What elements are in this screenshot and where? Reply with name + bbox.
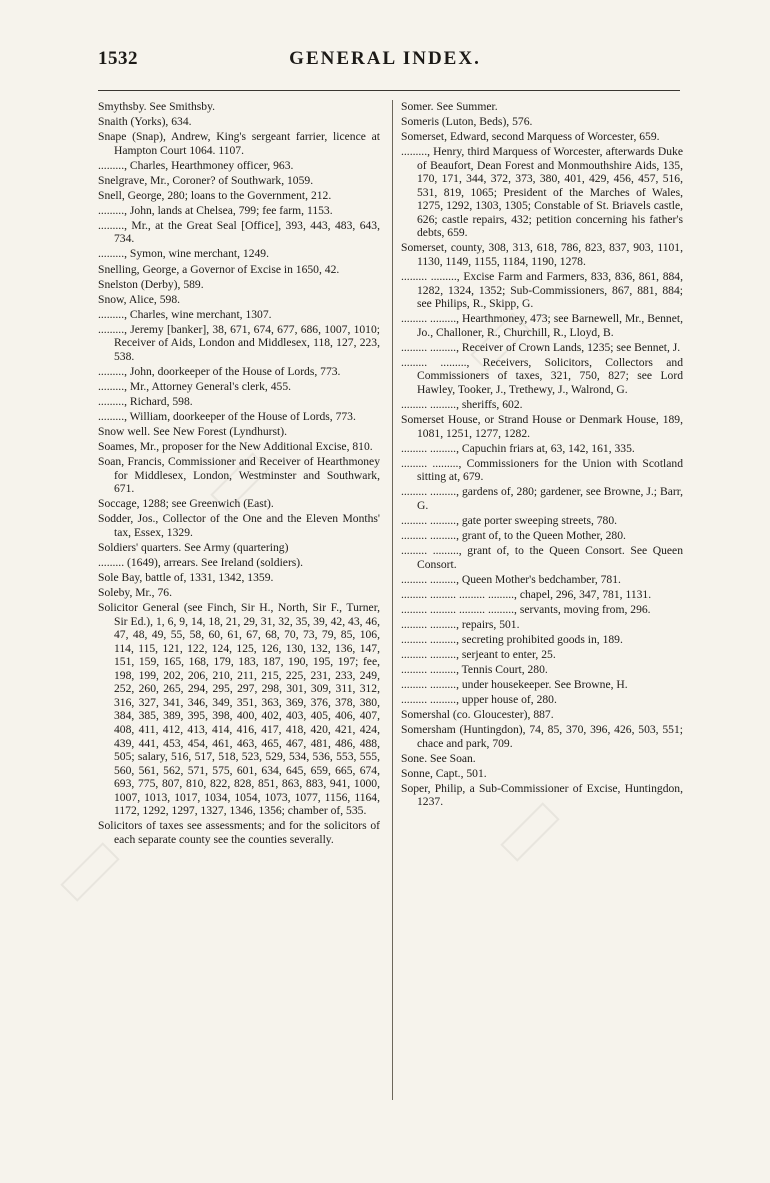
index-entry: Solicitor General (see Finch, Sir H., North, Sir F., Turner, Sir Ed.), 1, 6, 9, 14, 18, 21, 29, 31, 32, 35, 39, 42, 43, 46, 47, 48, 49, 55, 58, 60, 61, 67, 68, 70, 73, 79, 85, 106, 114, 115, 121, 122, 124, 125, 126, 130, 132, 136, 147, 151, 159, 165, 168, 179, 183, 187, 190, 195, 197; fee, 198, 199, 202, 206, 210, 211, 215, 225, 231, 233, 249, 252, 260, 265, 294, 295, 297, 298, 301, 309, 311, 312, 316, 327, 341, 346, 349, 351, 363, 369, 376, 378, 380, 384, 385, 389, 395, 398, 400, 402, 403, 405, 406, 407, 408, 411, 412, 413, 414, 416, 417, 418, 420, 421, 424, 439, 441, 453, 454, 461, 463, 465, 467, 481, 486, 488, 505; salary, 516, 517, 518, 523, 529, 534, 536, 553, 555, 560, 561, 562, 571, 575, 601, 634, 645, 659, 665, 674, 693, 775, 807, 810, 822, 828, 851, 863, 883, 941, 1000, 1007, 1013, 1017, 1034, 1054, 1073, 1077, 1156, 1164, 1172, 1292, 1297, 1327, 1346, 1356; chamber of, 535. — [98, 601, 380, 818]
index-entry: Snow, Alice, 598. — [98, 292, 181, 306]
index-entry: ........., Charles, wine merchant, 1307. — [98, 307, 272, 321]
index-entry: ......... ........., repairs, 501. — [401, 617, 520, 631]
index-entry: Snelgrave, Mr., Coroner? of Southwark, 1059. — [98, 173, 314, 187]
index-entry: ......... ........., Queen Mother's bedchamber, 781. — [401, 572, 621, 586]
index-entry: ......... ........., under housekeeper. See Browne, H. — [401, 677, 628, 691]
index-entry: ......... ......... ......... ........., servants, moving from, 296. — [401, 602, 651, 616]
index-entry: Sole Bay, battle of, 1331, 1342, 1359. — [98, 571, 274, 584]
index-entry: Soleby, Mr., 76. — [98, 586, 172, 600]
index-entry: ........., Symon, wine merchant, 1249. — [98, 247, 269, 261]
index-entry: ........., John, lands at Chelsea, 799; fee farm, 1153. — [98, 203, 333, 217]
index-entry: Somerset, county, 308, 313, 618, 786, 823, 837, 903, 1101, 1130, 1149, 1155, 1184, 1190, 1278. — [401, 241, 683, 269]
running-title: GENERAL INDEX. — [289, 48, 481, 69]
index-entry: ......... (1649), arrears. See Ireland (soldiers). — [98, 555, 304, 569]
index-entry: ......... ........., gardens of, 280; gardener, see Browne, J.; Barr, G. — [401, 485, 683, 512]
index-entry: ........., Richard, 598. — [98, 394, 193, 408]
index-entry: Someris (Luton, Beds), 576. — [401, 115, 533, 129]
index-entry: ......... ........., sheriffs, 602. — [401, 397, 523, 411]
index-entry: Somerset, Edward, second Marquess of Worcester, 659. — [401, 130, 660, 144]
index-entry: Somersham (Huntingdon), 74, 85, 370, 396, 426, 503, 551; chace and park, 709. — [401, 723, 683, 750]
right-column — [401, 100, 683, 810]
index-entry: ........., Mr., at the Great Seal [Office], 393, 443, 483, 643, 734. — [98, 218, 380, 246]
page-header — [0, 48, 770, 76]
index-entry: Snell, George, 280; loans to the Government, 212. — [98, 188, 332, 202]
index-entry: ......... ........., Capuchin friars at, 63, 142, 161, 335. — [401, 441, 635, 455]
index-entry: ......... ........., Receiver of Crown Lands, 1235; see Bennet, J. — [401, 340, 681, 354]
index-entry: ......... ........., Commissioners for the Union with Scotland sitting at, 679. — [401, 456, 683, 484]
index-entry: Soames, Mr., proposer for the New Additional Excise, 810. — [98, 440, 373, 454]
index-entry: Soccage, 1288; see Greenwich (East). — [98, 497, 274, 511]
index-entry: ......... ........., Hearthmoney, 473; see Barnewell, Mr., Bennet, Jo., Challoner, R., Churchill, R., Lloyd, B. — [401, 312, 683, 339]
index-entry: Snaith (Yorks), 634. — [98, 115, 192, 129]
index-entry: ......... ........., Receivers, Solicitors, Collectors and Commissioners of taxes, 321, 750, 827; see Lord Hawley, Tooker, J., Trethewy, J., Walrond, G. — [401, 355, 683, 396]
index-entry: Snape (Snap), Andrew, King's sergeant farrier, licence at Hampton Court 1064. 1107. — [98, 130, 380, 157]
index-entry: ......... ........., serjeant to enter, 25. — [401, 647, 556, 661]
index-entry: Soldiers' quarters. See Army (quartering) — [98, 540, 289, 554]
index-entry: Somer. See Summer. — [401, 100, 498, 113]
index-entry: Soan, Francis, Commissioner and Receiver of Hearthmoney for Middlesex, London, Westminster and Southwark, 671. — [98, 455, 380, 496]
index-entry: Sone. See Soan. — [401, 751, 476, 765]
index-entry: ......... ........., upper house of, 280. — [401, 692, 557, 706]
index-entry: Somerset House, or Strand House or Denmark House, 189, 1081, 1251, 1277, 1282. — [401, 413, 683, 440]
index-entry: ......... ........., gate porter sweeping streets, 780. — [401, 513, 618, 527]
index-entry: Snelling, George, a Governor of Excise in 1650, 42. — [98, 262, 340, 276]
index-entry: ........., William, doorkeeper of the House of Lords, 773. — [98, 409, 356, 423]
index-entry: ........., Henry, third Marquess of Worcester, afterwards Duke of Beaufort, Dean Forest and Monmouthshire Aids, 135, 170, 171, 344, 372, 373, 380, 401, 429, 456, 457, 516, 531, 819, 1065; President of the Marches of Wales, 1275, 1292, 1303, 1305; Constable of St. Briavels castle, 626; castle repairs, 432; petition concerning his father's debts, 659. — [401, 145, 683, 240]
watermark-stamp — [500, 802, 559, 861]
index-entry: Sodder, Jos., Collector of the One and the Eleven Months' tax, Essex, 1329. — [98, 512, 380, 539]
index-entry: Smythsby. See Smithsby. — [98, 100, 216, 113]
index-entry: Snow well. See New Forest (Lyndhurst). — [98, 425, 288, 439]
index-entry: Somershal (co. Gloucester), 887. — [401, 707, 554, 721]
index-entry: ......... ........., Excise Farm and Farmers, 833, 836, 861, 884, 1282, 1324, 1352; Sub-Commissioners, 867, 881, 884; see Philips, R., Skipp, G. — [401, 270, 683, 311]
header-rule — [98, 90, 680, 91]
index-entry: ......... ........., grant of, to the Queen Mother, 280. — [401, 528, 626, 542]
index-entry: ......... ........., grant of, to the Queen Consort. See Queen Consort. — [401, 543, 683, 571]
page-number: 1532 — [98, 48, 138, 69]
index-entry: Soper, Philip, a Sub-Commissioner of Excise, Huntingdon, 1237. — [401, 781, 683, 809]
index-entry: ........., Jeremy [banker], 38, 671, 674, 677, 686, 1007, 1010; Receiver of Aids, London and Middlesex, 118, 127, 223, 538. — [98, 322, 380, 363]
column-divider — [392, 100, 393, 1100]
index-entry: ........., Charles, Hearthmoney officer, 963. — [98, 158, 294, 172]
index-entry: ......... ......... ......... ........., chapel, 296, 347, 781, 1131. — [401, 587, 652, 601]
index-entry: ......... ........., secreting prohibited goods in, 189. — [401, 632, 623, 646]
left-column — [98, 100, 380, 848]
index-entry: Snelston (Derby), 589. — [98, 277, 204, 291]
watermark-stamp — [60, 842, 119, 901]
index-entry: Solicitors of taxes see assessments; and for the solicitors of each separate county see the counties severally. — [98, 819, 380, 846]
index-entry: ........., Mr., Attorney General's clerk, 455. — [98, 379, 292, 393]
index-entry: Sonne, Capt., 501. — [401, 766, 487, 780]
index-entry: ......... ........., Tennis Court, 280. — [401, 662, 548, 676]
index-entry: ........., John, doorkeeper of the House of Lords, 773. — [98, 364, 341, 378]
